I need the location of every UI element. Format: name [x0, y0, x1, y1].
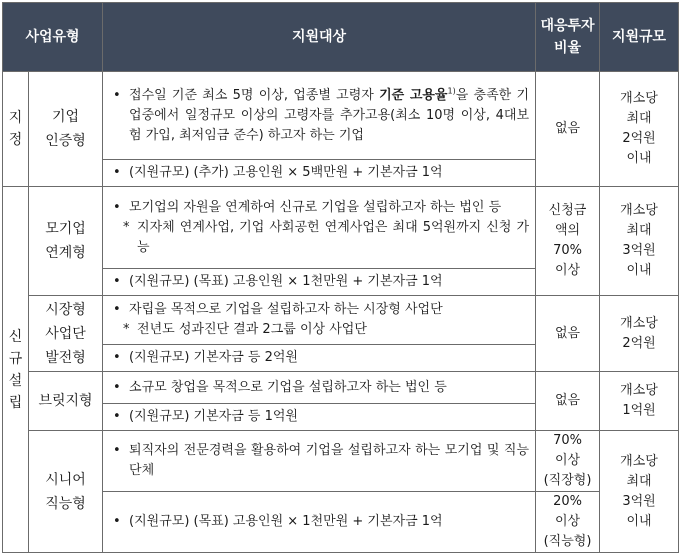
scale-line: 최대	[626, 111, 652, 126]
funding-cell	[103, 404, 536, 431]
target-cell	[103, 431, 536, 492]
support-table-container	[2, 2, 678, 550]
matching-line: (직능형)	[543, 534, 592, 549]
type-name-line: 인증형	[45, 133, 86, 149]
scale-line: 3억원	[622, 243, 656, 258]
matching-line: 액의	[554, 223, 581, 238]
matching-cell: 없음	[536, 72, 600, 187]
table-row	[3, 431, 679, 492]
bullet-text: 을 충족한 기업중에서 일정규모 이상의 고령자를 추가고용(최소 10명 이상, 4대보험 가입, 최저임금 준수) 하고자 하는 기업	[129, 87, 530, 143]
scale-line: 개소당	[620, 91, 658, 106]
scale-line: 이내	[626, 513, 652, 529]
group-char: 규	[8, 350, 23, 367]
bullet-text: 접수일 기준 최소 5명 이상, 업종별 고령자	[129, 87, 380, 103]
group-char: 립	[8, 394, 23, 411]
matching-line: 70%	[553, 433, 582, 448]
scale-line: 이내	[626, 151, 652, 166]
type-name-line: 발전형	[45, 349, 86, 366]
target-note: * 지자체 연계사업, 기업 사회공헌 연계사업은 최대 5억원까지 신청 가능	[111, 218, 529, 258]
target-cell	[103, 296, 536, 345]
funding-text: • (지원규모) 기본자금 등 1억원	[111, 407, 529, 427]
type-parent	[29, 187, 103, 296]
type-name-line: 시장형	[45, 301, 86, 318]
type-name-line: 연계형	[45, 245, 86, 261]
type-name-line: 사업단	[45, 325, 86, 342]
bullet-bold-text: 기준 고용율	[379, 87, 448, 103]
table-row	[3, 492, 679, 553]
scale-line: 개소당	[620, 315, 658, 331]
funding-cell	[103, 269, 536, 296]
header-program-type: 사업유형	[3, 3, 103, 72]
header-target: 지원대상	[103, 3, 536, 72]
target-cell	[103, 372, 536, 404]
type-name-line: 모기업	[45, 221, 86, 237]
scale-line: 개소당	[620, 453, 658, 469]
matching-cell: 없음	[536, 372, 600, 431]
matching-cell	[536, 431, 600, 492]
target-bullet: • 퇴직자의 전문경력을 활용하여 기업을 설립하고자 하는 모기업 및 직능단체	[111, 441, 529, 481]
scale-line: 개소당	[620, 203, 658, 218]
footnote-mark: 1)	[447, 86, 456, 96]
table-row	[3, 72, 679, 160]
matching-line: 신청금	[548, 203, 587, 218]
scale-line: 최대	[626, 223, 652, 238]
matching-line: 20%	[553, 494, 582, 509]
matching-line: 이상	[554, 453, 581, 468]
group-char: 지	[8, 110, 23, 126]
matching-line: 이상	[554, 514, 581, 529]
scale-line: 최대	[626, 473, 652, 489]
header-matching-line1: 대응투자	[540, 18, 595, 34]
group-designated	[3, 72, 29, 187]
type-name-line: 기업	[51, 109, 80, 125]
type-senior	[29, 431, 103, 553]
funding-cell	[103, 345, 536, 372]
funding-text: • (지원규모) (목표) 고용인원 × 1천만원 + 기본자금 1억	[111, 272, 529, 292]
table-row	[3, 187, 679, 269]
header-matching-ratio	[536, 3, 600, 72]
matching-line: 이상	[554, 263, 581, 278]
type-name-line: 직능형	[45, 495, 86, 512]
table-row	[3, 372, 679, 404]
support-program-table	[2, 2, 679, 553]
table-row	[3, 296, 679, 345]
matching-cell	[536, 187, 600, 296]
type-name-line: 시니어	[45, 471, 86, 488]
header-matching-line2: 비율	[553, 40, 582, 56]
scale-line: 3억원	[622, 493, 656, 509]
scale-line: 2억원	[622, 335, 656, 351]
funding-text: • (지원규모) (목표) 고용인원 × 1천만원 + 기본자금 1억	[111, 512, 529, 532]
target-note: * 전년도 성과진단 결과 2그룹 이상 사업단	[111, 320, 529, 340]
funding-text: • (지원규모) (추가) 고용인원 × 5백만원 + 기본자금 1억	[111, 163, 529, 183]
matching-cell	[536, 492, 600, 553]
table-header-row	[3, 3, 679, 72]
target-bullet: • 자립을 목적으로 기업을 설립하고자 하는 시장형 사업단	[111, 300, 529, 320]
scale-line: 1억원	[622, 403, 656, 418]
scale-cell	[600, 72, 679, 187]
scale-line: 2억원	[622, 131, 656, 146]
target-cell	[103, 187, 536, 269]
scale-line: 개소당	[620, 383, 658, 398]
matching-line: (직장형)	[543, 473, 592, 488]
group-char: 설	[8, 372, 23, 389]
group-char: 신	[8, 328, 23, 345]
header-support-scale: 지원규모	[600, 3, 679, 72]
funding-cell	[103, 492, 536, 553]
funding-cell	[103, 160, 536, 187]
scale-cell	[600, 372, 679, 431]
target-bullet	[111, 86, 529, 146]
type-certification	[29, 72, 103, 187]
scale-cell	[600, 296, 679, 372]
target-cell	[103, 72, 536, 160]
funding-text: • (지원규모) 기본자금 등 2억원	[111, 348, 529, 368]
matching-cell: 없음	[536, 296, 600, 372]
type-bridge: 브릿지형	[29, 372, 103, 431]
target-bullet: • 모기업의 자원을 연계하여 신규로 기업을 설립하고자 하는 법인 등	[111, 198, 529, 218]
group-new	[3, 187, 29, 553]
type-market	[29, 296, 103, 372]
target-bullet: • 소규모 창업을 목적으로 기업을 설립하고자 하는 법인 등	[111, 378, 529, 398]
scale-cell	[600, 187, 679, 296]
scale-line: 이내	[626, 263, 652, 278]
matching-line: 70%	[553, 243, 582, 258]
group-char: 정	[8, 132, 23, 148]
scale-cell	[600, 431, 679, 553]
